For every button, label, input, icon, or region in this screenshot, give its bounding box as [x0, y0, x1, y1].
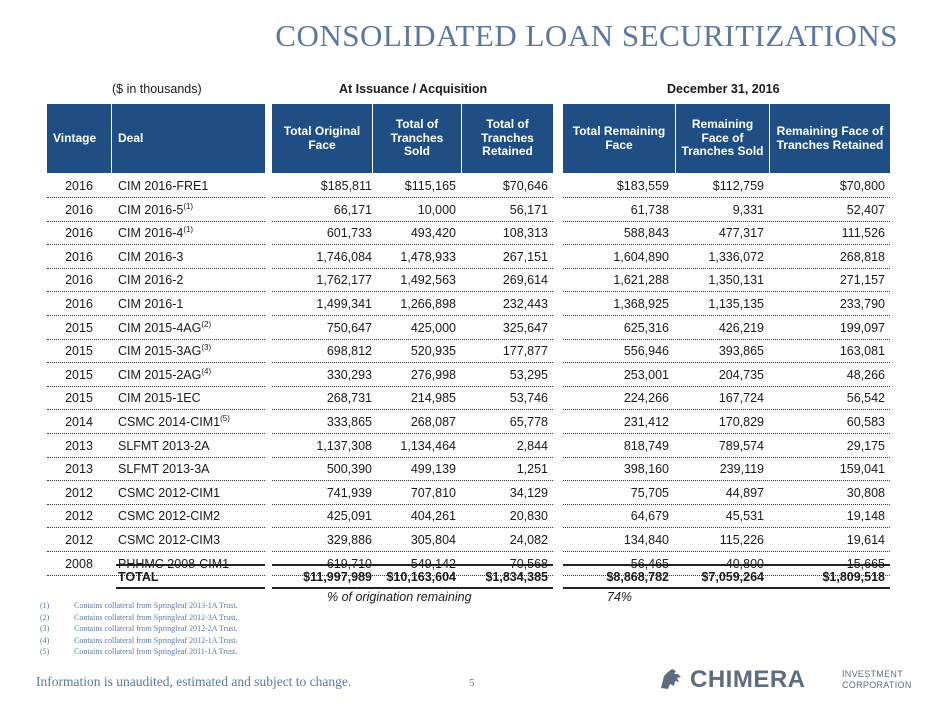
cell-retained: 65,778 [509, 415, 548, 429]
cell-remaining: 61,738 [630, 202, 669, 217]
cell-remaining-sold: 44,897 [725, 485, 764, 500]
header-remaining-sold: Remaining Face of Tranches Sold [676, 104, 769, 173]
header-tranches-retained: Total of Tranches Retained [462, 104, 553, 173]
cell-retained: 269,614 [502, 273, 548, 288]
footnote-ref: (1) [183, 225, 194, 235]
cell-remaining-sold: 239,119 [719, 462, 764, 477]
cell-sold: 425,000 [410, 320, 456, 335]
footnote-ref: (1) [183, 201, 194, 211]
logo-subtitle [842, 669, 912, 691]
footnote-text: Contains collateral from Springleaf 2013-1A Trust. [74, 601, 238, 610]
cell-sold: 268,087 [410, 415, 456, 429]
cell-orig: 1,746,084 [316, 249, 372, 264]
cell-deal: CSMC 2014-CIM1$^{(5)}$ [118, 413, 230, 429]
cell-vintage: 2014 [65, 415, 93, 429]
table-row [0, 198, 940, 222]
cell-vintage: 2016 [65, 179, 93, 193]
cell-remaining-retained: 111,526 [841, 226, 885, 241]
cell-remaining-retained: 52,407 [846, 202, 885, 217]
cell-deal: CSMC 2012-CIM3 [118, 533, 221, 547]
total-bottom-rule [116, 587, 265, 589]
cell-remaining: 64,679 [630, 509, 669, 524]
cell-remaining-sold: 789,574 [718, 438, 764, 453]
cell-remaining-retained: 199,097 [839, 320, 885, 335]
cell-remaining: 75,705 [630, 485, 669, 500]
cell-sold: 520,935 [410, 344, 456, 359]
cell-retained: 108,313 [502, 226, 548, 241]
cell-vintage: 2013 [65, 438, 93, 453]
cell-orig: 698,812 [326, 344, 372, 359]
cell-deal: PHHMC 2008-CIM1 [118, 556, 230, 571]
cell-retained: 56,171 [509, 202, 548, 217]
cell-orig: 1,137,308 [316, 438, 372, 453]
cell-sold: 1,134,464 [400, 438, 456, 453]
cell-remaining-retained: 233,790 [839, 297, 885, 311]
table-row [0, 292, 940, 316]
cell-remaining: 398,160 [623, 462, 669, 477]
header-total-remaining-face: Total Remaining Face [563, 104, 675, 173]
footnote [40, 624, 238, 633]
cell-vintage: 2012 [65, 485, 93, 500]
cell-deal: CIM 2016-FRE1 [118, 179, 209, 193]
cell-remaining-sold: 426,219 [718, 320, 764, 335]
cell-retained: 325,647 [502, 320, 548, 335]
footnote-number: (5) [40, 647, 50, 656]
cell-sold: 214,985 [410, 391, 456, 406]
total-label: TOTAL [118, 570, 159, 584]
cell-deal: SLFMT 2013-2A [118, 438, 210, 453]
cell-deal: CSMC 2012-CIM2 [118, 509, 221, 524]
cell-vintage: 2015 [65, 391, 93, 406]
cell-vintage: 2016 [65, 202, 93, 217]
header-vintage: Vintage [47, 104, 111, 173]
cell-retained: 177,877 [502, 344, 548, 359]
cell-sold: 493,420 [410, 226, 456, 241]
cell-remaining: 588,843 [623, 226, 669, 241]
cell-remaining-sold: 9,331 [732, 202, 764, 217]
total-remaining-retained: $1,809,518 [822, 570, 885, 584]
cell-remaining-sold: 1,336,072 [708, 249, 764, 264]
footnote-number: (3) [40, 624, 50, 633]
footnote [40, 613, 238, 622]
cell-deal: CIM 2016-2 [118, 273, 184, 288]
cell-remaining-retained: 268,818 [839, 249, 885, 264]
cell-vintage: 2015 [65, 367, 93, 382]
cell-remaining-sold: 40,800 [725, 556, 764, 571]
cell-sold: 305,804 [410, 533, 456, 547]
units-note: ($ in thousands) [112, 82, 202, 96]
footnote-text: Contains collateral from Springleaf 2012-2A Trust. [74, 624, 238, 633]
table-row [0, 174, 940, 198]
cell-remaining-retained: 15,665 [846, 556, 885, 571]
cell-sold: 404,261 [410, 509, 456, 524]
cell-retained: 34,129 [509, 485, 548, 500]
total-remaining-sold: $7,059,264 [701, 570, 764, 584]
cell-retained: 267,151 [502, 249, 548, 264]
cell-remaining: 625,316 [623, 320, 669, 335]
cell-orig: 750,647 [326, 320, 372, 335]
cell-orig: 601,733 [326, 226, 372, 241]
table-row [0, 316, 940, 340]
cell-orig: $185,811 [320, 179, 372, 193]
cell-retained: 1,251 [516, 462, 548, 477]
total-remaining: $8,868,782 [606, 570, 669, 584]
cell-vintage: 2015 [65, 320, 93, 335]
cell-remaining: 1,604,890 [613, 249, 669, 264]
cell-deal: CIM 2016-3 [118, 249, 184, 264]
cell-remaining-retained: 19,614 [846, 533, 885, 547]
footnote-text: Contains collateral from Springleaf 2011-1A Trust. [74, 647, 238, 656]
footnote [40, 601, 238, 610]
origination-label: % of origination remaining [327, 590, 472, 604]
cell-remaining: $183,559 [616, 179, 669, 193]
total-top-rule [563, 564, 890, 566]
cell-remaining-sold: 1,350,131 [708, 273, 764, 288]
cell-retained: $70,646 [502, 179, 548, 193]
cell-retained: 53,295 [509, 367, 548, 382]
cell-orig: 425,091 [326, 509, 372, 524]
cell-sold: 10,000 [417, 202, 456, 217]
cell-orig: 268,731 [326, 391, 372, 406]
cell-orig: 1,762,177 [316, 273, 372, 288]
cell-retained: 24,082 [509, 533, 548, 547]
cell-remaining-sold: 115,226 [719, 533, 764, 547]
cell-retained: 70,568 [509, 556, 548, 571]
cell-remaining-sold: 167,724 [718, 391, 764, 406]
cell-remaining: 134,840 [623, 533, 669, 547]
cell-deal: CIM 2016-1 [118, 297, 184, 311]
cell-vintage: 2016 [65, 273, 93, 288]
cell-orig: 330,293 [326, 367, 372, 382]
total-row [0, 565, 940, 589]
footnote-number: (1) [40, 601, 50, 610]
page-title: CONSOLIDATED LOAN SECURITIZATIONS [275, 18, 898, 53]
header-tranches-sold: Total of Tranches Sold [373, 104, 461, 173]
cell-sold: 276,998 [410, 367, 456, 382]
cell-deal: CIM 2016-4$^{(1)}$ [118, 225, 194, 241]
footnote-text: Contains collateral from Springleaf 2012-3A Trust. [74, 612, 238, 622]
cell-remaining: 253,001 [623, 367, 669, 382]
cell-remaining: 1,368,925 [613, 297, 669, 311]
total-orig: $11,997,989 [303, 570, 372, 584]
footnote-number: (2) [40, 612, 50, 622]
cell-sold: 707,810 [410, 485, 456, 500]
footnote [40, 636, 238, 645]
cell-sold: 549,142 [410, 556, 456, 571]
total-top-rule [272, 564, 553, 566]
cell-orig: 741,939 [326, 485, 372, 500]
cell-remaining-retained: 159,041 [839, 462, 885, 477]
total-sold: $10,163,604 [386, 570, 456, 584]
cell-deal: CIM 2015-2AG$^{(4)}$ [118, 366, 212, 382]
cell-remaining-retained: 48,266 [846, 367, 885, 382]
cell-remaining-retained: 163,081 [839, 344, 885, 359]
total-bottom-rule [563, 587, 890, 589]
cell-retained: 232,443 [502, 297, 548, 311]
cell-vintage: 2016 [65, 226, 93, 241]
issuance-group-label: At Issuance / Acquisition [339, 82, 488, 96]
cell-vintage: 2012 [65, 509, 93, 524]
header-remaining-retained: Remaining Face of Tranches Retained [770, 104, 890, 173]
cell-retained: 2,844 [516, 438, 548, 453]
cell-remaining: 818,749 [623, 438, 669, 453]
cell-deal: CIM 2015-3AG$^{(3)}$ [118, 343, 212, 359]
logo-sub-line1: INVESTMENT [842, 669, 904, 679]
december-group-label: December 31, 2016 [667, 82, 780, 96]
cell-sold: 1,492,563 [400, 273, 456, 288]
cell-vintage: 2016 [65, 249, 93, 264]
cell-sold: 1,266,898 [400, 297, 456, 311]
cell-remaining-sold: 204,735 [718, 367, 764, 382]
cell-deal: CIM 2015-4AG$^{(2)}$ [118, 319, 212, 335]
table-row [0, 221, 940, 245]
footnote-text: Contains collateral from Springleaf 2012-1A Trust. [74, 635, 238, 645]
cell-retained: 20,830 [509, 509, 548, 524]
table-row [0, 528, 940, 552]
table-row [0, 245, 940, 269]
cell-remaining-retained: 29,175 [846, 438, 885, 453]
chimera-logo [658, 666, 910, 694]
cell-remaining-sold: $112,759 [712, 179, 764, 193]
cell-vintage: 2012 [65, 533, 93, 547]
table-row [0, 363, 940, 387]
table-row [0, 457, 940, 481]
cell-orig: 333,865 [326, 415, 372, 429]
header-total-original-face: Total Original Face [272, 104, 372, 173]
table-row [0, 481, 940, 505]
cell-vintage: 2015 [65, 344, 93, 359]
cell-vintage: 2016 [65, 297, 93, 311]
cell-vintage: 2008 [65, 556, 93, 571]
cell-vintage: 2013 [65, 462, 93, 477]
cell-orig: 66,171 [333, 202, 372, 217]
cell-sold: 499,139 [410, 462, 456, 477]
footnote-ref: (5) [220, 413, 230, 423]
page-number: 5 [469, 677, 475, 689]
disclaimer: Information is unaudited, estimated and subject to change. [36, 674, 352, 689]
cell-remaining-sold: 393,865 [718, 344, 764, 359]
footnote-ref: (2) [201, 319, 212, 329]
total-top-rule [116, 564, 265, 566]
table-row [0, 410, 940, 434]
cell-orig: 500,390 [326, 462, 372, 477]
footnote [40, 647, 237, 656]
cell-orig: 329,886 [326, 533, 372, 547]
cell-remaining-retained: $70,800 [839, 179, 885, 193]
footnote-number: (4) [40, 635, 50, 645]
logo-sub-line2: CORPORATION [842, 680, 912, 690]
header-deal: Deal [112, 104, 265, 173]
logo-wordmark: CHIMERA [690, 666, 806, 693]
table-row [0, 434, 940, 458]
cell-remaining: 556,946 [623, 344, 669, 359]
table-row [0, 504, 940, 528]
cell-remaining: 56,465 [630, 556, 669, 571]
cell-remaining-retained: 30,808 [846, 485, 885, 500]
cell-remaining: 224,266 [623, 391, 669, 406]
cell-remaining-retained: 60,583 [846, 415, 885, 429]
cell-deal: CSMC 2012-CIM1 [118, 485, 221, 500]
footnote-ref: (4) [201, 366, 212, 376]
cell-retained: 53,746 [509, 391, 548, 406]
cell-remaining-sold: 170,829 [718, 415, 764, 429]
cell-orig: 619,710 [326, 556, 372, 571]
cell-deal: CIM 2015-1EC [118, 391, 201, 406]
cell-remaining-retained: 271,157 [839, 273, 885, 288]
total-retained: $1,834,385 [485, 570, 548, 584]
cell-orig: 1,499,341 [316, 297, 372, 311]
cell-remaining-sold: 45,531 [725, 509, 764, 524]
total-bottom-rule [272, 587, 553, 589]
cell-remaining-sold: 1,135,135 [708, 297, 764, 311]
chimera-lion-icon [658, 666, 684, 692]
table-row [0, 386, 940, 410]
cell-deal: SLFMT 2013-3A [118, 462, 210, 477]
cell-sold: 1,478,933 [400, 249, 456, 264]
cell-remaining-retained: 19,148 [846, 509, 885, 524]
cell-deal: CIM 2016-5$^{(1)}$ [118, 201, 194, 217]
cell-remaining-sold: 477,317 [718, 226, 764, 241]
cell-remaining: 231,412 [623, 415, 669, 429]
table-row [0, 268, 940, 292]
cell-remaining: 1,621,288 [613, 273, 669, 288]
cell-remaining-retained: 56,542 [846, 391, 885, 406]
footnote-ref: (3) [201, 343, 212, 353]
cell-sold: $115,165 [404, 179, 456, 193]
origination-percent: 74% [607, 590, 633, 604]
table-row [0, 339, 940, 363]
